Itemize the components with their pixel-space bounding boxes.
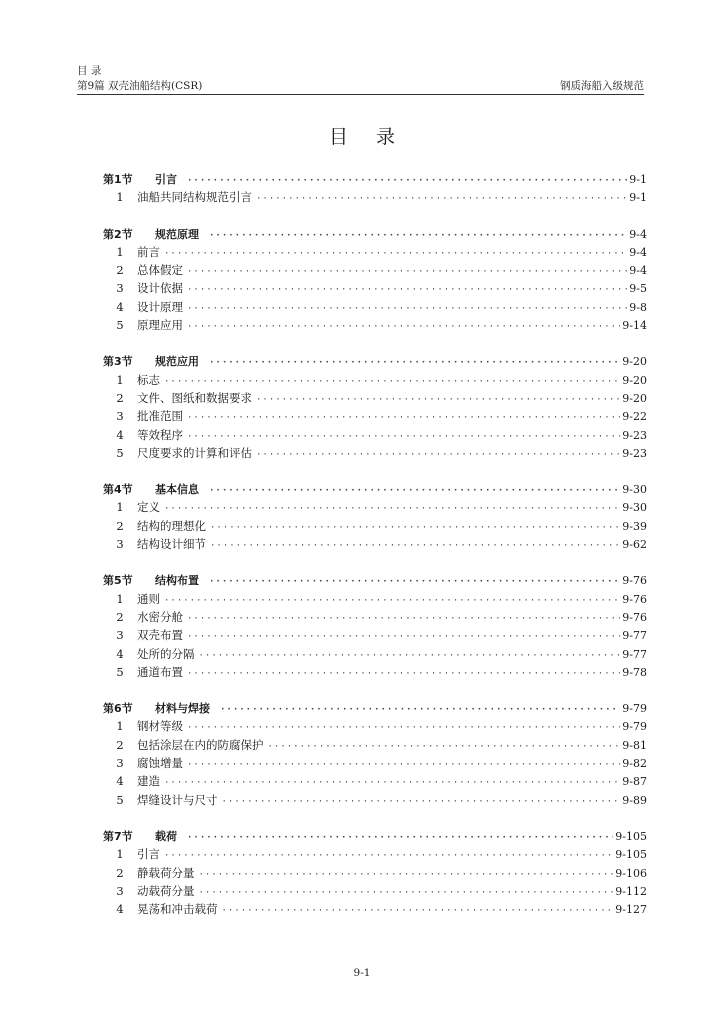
entry-title: 通道布置	[137, 664, 183, 679]
toc-entry[interactable]	[103, 299, 647, 317]
toc-entry[interactable]	[103, 408, 647, 426]
toc-entry[interactable]	[103, 244, 647, 262]
section-label: 第6节	[103, 702, 133, 716]
section-title: 基本信息	[155, 483, 199, 497]
entry-title: 尺度要求的计算和评估	[137, 445, 252, 460]
dot-leader	[164, 377, 620, 387]
entry-title: 晃荡和冲击载荷	[137, 902, 218, 917]
toc-entry[interactable]	[103, 445, 647, 463]
dot-leader	[210, 541, 620, 551]
entry-title: 钢材等级	[137, 719, 183, 734]
entry-number: 1	[116, 847, 124, 862]
dot-leader	[187, 285, 627, 295]
toc-section-heading[interactable]	[103, 700, 647, 718]
section-title: 规范原理	[155, 227, 199, 241]
dot-leader	[187, 267, 627, 277]
toc-entry[interactable]	[103, 901, 647, 919]
toc-section	[103, 171, 647, 208]
entry-number: 2	[116, 390, 124, 405]
toc-entry[interactable]	[103, 372, 647, 390]
entry-page: 9-112	[615, 884, 647, 898]
entry-title: 设计原理	[137, 299, 183, 314]
dot-leader	[187, 614, 620, 624]
toc-entry[interactable]	[103, 846, 647, 864]
toc-entry[interactable]	[103, 627, 647, 645]
entry-number: 2	[116, 518, 124, 533]
entry-title: 腐蚀增量	[137, 756, 183, 771]
section-label: 第2节	[103, 227, 133, 241]
entry-page: 9-76	[622, 610, 647, 624]
toc-section-heading[interactable]	[103, 353, 647, 371]
dot-leader	[209, 358, 620, 368]
entry-title: 焊缝设计与尺寸	[137, 792, 218, 807]
entry-title: 处所的分隔	[137, 646, 195, 661]
entry-number: 4	[116, 427, 124, 442]
entry-page: 9-106	[615, 866, 647, 880]
entry-page: 9-76	[622, 592, 647, 606]
dot-leader	[209, 231, 627, 241]
section-label: 第1节	[103, 173, 133, 186]
dot-leader	[209, 577, 620, 587]
dot-leader	[187, 304, 627, 314]
entry-page: 9-8	[629, 300, 647, 314]
toc-section	[103, 700, 647, 810]
entry-number: 3	[116, 409, 124, 424]
toc-section-heading[interactable]	[103, 828, 647, 846]
entry-number: 5	[116, 792, 124, 807]
toc-section	[103, 353, 647, 463]
entry-number: 5	[116, 445, 124, 460]
section-page: 9-1	[629, 173, 647, 186]
toc-entry[interactable]	[103, 518, 647, 536]
toc-entry[interactable]	[103, 262, 647, 280]
toc-entry[interactable]	[103, 755, 647, 773]
table-of-contents	[103, 171, 647, 937]
entry-page: 9-1	[629, 191, 647, 205]
entry-number: 3	[116, 628, 124, 643]
toc-entry[interactable]	[103, 499, 647, 517]
running-header	[77, 79, 644, 93]
dot-leader	[164, 778, 620, 788]
dot-leader	[187, 833, 613, 843]
toc-section-heading[interactable]	[103, 171, 647, 189]
entry-page: 9-82	[622, 757, 647, 771]
section-page: 9-4	[629, 227, 647, 241]
entry-page: 9-89	[622, 793, 647, 807]
entry-title: 定义	[137, 500, 160, 515]
section-page: 9-20	[622, 355, 647, 369]
toc-entry[interactable]	[103, 591, 647, 609]
toc-entry[interactable]	[103, 646, 647, 664]
toc-entry[interactable]	[103, 427, 647, 445]
entry-page: 9-105	[615, 848, 647, 862]
entry-page: 9-39	[622, 519, 647, 533]
entry-number: 5	[116, 318, 124, 333]
entry-title: 前言	[137, 244, 160, 259]
entry-title: 等效程序	[137, 427, 183, 442]
entry-title: 水密分舱	[137, 609, 183, 624]
toc-section-heading[interactable]	[103, 226, 647, 244]
section-title: 规范应用	[155, 355, 199, 369]
toc-entry[interactable]	[103, 865, 647, 883]
dot-leader	[187, 723, 620, 733]
entry-number: 3	[116, 537, 124, 552]
header-rule	[77, 94, 644, 95]
entry-title: 总体假定	[137, 263, 183, 278]
entry-title: 动载荷分量	[137, 883, 195, 898]
toc-entry[interactable]	[103, 773, 647, 791]
dot-leader	[164, 596, 620, 606]
section-label: 第3节	[103, 355, 133, 369]
dot-leader	[220, 705, 620, 715]
dot-leader	[187, 413, 620, 423]
section-label: 第7节	[103, 829, 133, 843]
entry-number: 1	[116, 244, 124, 259]
dot-leader	[209, 486, 620, 496]
running-header-left: 第9篇 双壳油船结构(CSR)	[77, 80, 203, 92]
entry-title: 静载荷分量	[137, 865, 195, 880]
entry-number: 1	[116, 591, 124, 606]
section-title: 材料与焊接	[155, 702, 210, 716]
dot-leader	[164, 504, 620, 514]
running-header-chapter: 目 录	[77, 65, 102, 77]
dot-leader	[187, 176, 627, 186]
entry-number: 4	[116, 646, 124, 661]
entry-title: 结构设计细节	[137, 537, 206, 552]
entry-page: 9-30	[622, 501, 647, 515]
entry-number: 2	[116, 609, 124, 624]
dot-leader	[187, 760, 620, 770]
entry-page: 9-4	[629, 245, 647, 259]
entry-page: 9-77	[622, 647, 647, 661]
dot-leader	[164, 851, 613, 861]
dot-leader	[187, 322, 620, 332]
dot-leader	[256, 395, 620, 405]
entry-title: 原理应用	[137, 318, 183, 333]
entry-number: 4	[116, 299, 124, 314]
dot-leader	[187, 432, 620, 442]
entry-number: 3	[116, 281, 124, 296]
dot-leader	[199, 870, 614, 880]
entry-number: 1	[116, 500, 124, 515]
entry-page: 9-4	[629, 264, 647, 278]
dot-leader	[256, 450, 620, 460]
entry-number: 2	[116, 737, 124, 752]
section-title: 载荷	[155, 829, 177, 843]
dot-leader	[256, 194, 627, 204]
entry-number: 3	[116, 883, 124, 898]
section-page: 9-79	[622, 702, 647, 716]
dot-leader	[222, 906, 614, 916]
entry-page: 9-20	[622, 373, 647, 387]
entry-page: 9-79	[622, 720, 647, 734]
entry-title: 设计依据	[137, 281, 183, 296]
entry-title: 引言	[137, 847, 160, 862]
entry-page: 9-5	[629, 282, 647, 296]
dot-leader	[199, 888, 614, 898]
section-page: 9-30	[622, 483, 647, 497]
entry-page: 9-127	[615, 903, 647, 917]
entry-page: 9-20	[622, 391, 647, 405]
dot-leader	[187, 669, 620, 679]
entry-number: 4	[116, 902, 124, 917]
entry-page: 9-23	[622, 446, 647, 460]
dot-leader	[199, 651, 621, 661]
dot-leader	[268, 742, 621, 752]
toc-entry[interactable]	[103, 280, 647, 298]
entry-page: 9-62	[622, 538, 647, 552]
page-title: 目录	[328, 126, 423, 148]
toc-section	[103, 226, 647, 336]
toc-entry[interactable]	[103, 718, 647, 736]
section-label: 第4节	[103, 483, 133, 497]
toc-entry[interactable]	[103, 664, 647, 682]
entry-page: 9-78	[622, 665, 647, 679]
entry-number: 1	[116, 719, 124, 734]
section-title: 结构布置	[155, 574, 199, 588]
toc-section	[103, 572, 647, 682]
toc-section	[103, 481, 647, 554]
entry-page: 9-14	[622, 319, 647, 333]
entry-title: 建造	[137, 774, 160, 789]
entry-number: 2	[116, 865, 124, 880]
toc-section	[103, 828, 647, 919]
entry-title: 双壳布置	[137, 628, 183, 643]
entry-page: 9-77	[622, 629, 647, 643]
dot-leader	[210, 523, 620, 533]
entry-number: 1	[116, 372, 124, 387]
dot-leader	[164, 249, 627, 259]
page-number: 9-1	[353, 967, 371, 979]
entry-number: 4	[116, 774, 124, 789]
entry-page: 9-81	[622, 738, 647, 752]
toc-entry[interactable]	[103, 390, 647, 408]
entry-page: 9-87	[622, 775, 647, 789]
section-page: 9-76	[622, 574, 647, 588]
toc-entry[interactable]	[103, 317, 647, 335]
entry-number: 2	[116, 263, 124, 278]
entry-title: 包括涂层在内的防腐保护	[137, 737, 264, 752]
entry-page: 9-23	[622, 428, 647, 442]
toc-section-heading[interactable]	[103, 481, 647, 499]
toc-entry[interactable]	[103, 737, 647, 755]
entry-title: 标志	[137, 372, 160, 387]
toc-section-heading[interactable]	[103, 572, 647, 590]
dot-leader	[187, 632, 620, 642]
toc-entry[interactable]	[103, 536, 647, 554]
entry-number: 3	[116, 756, 124, 771]
toc-entry[interactable]	[103, 609, 647, 627]
dot-leader	[222, 797, 621, 807]
entry-title: 结构的理想化	[137, 518, 206, 533]
section-page: 9-105	[615, 829, 647, 843]
entry-title: 文件、图纸和数据要求	[137, 390, 252, 405]
entry-page: 9-22	[622, 410, 647, 424]
section-title: 引言	[155, 173, 177, 186]
entry-title: 油船共同结构规范引言	[137, 190, 252, 205]
entry-number: 5	[116, 664, 124, 679]
entry-title: 通则	[137, 591, 160, 606]
section-label: 第5节	[103, 574, 133, 588]
running-header-right: 钢质海船入级规范	[560, 80, 644, 92]
toc-entry[interactable]	[103, 883, 647, 901]
toc-entry[interactable]	[103, 189, 647, 207]
entry-title: 批准范围	[137, 409, 183, 424]
toc-entry[interactable]	[103, 792, 647, 810]
entry-number: 1	[116, 190, 124, 205]
